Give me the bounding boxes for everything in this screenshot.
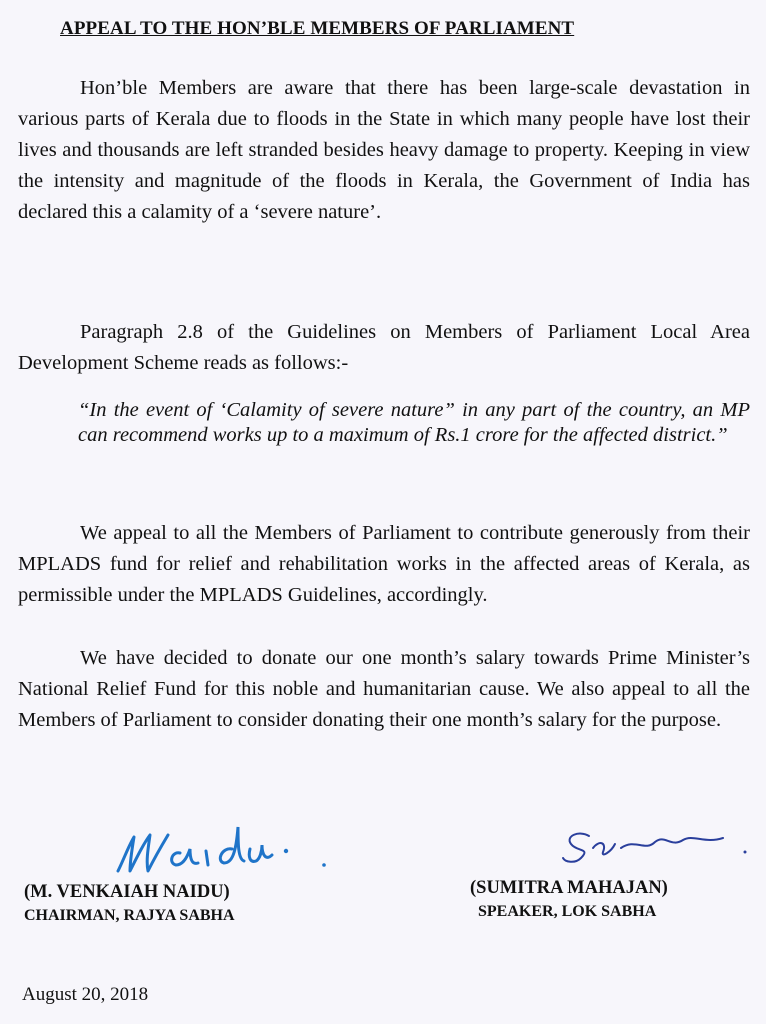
paragraph-salary-donation: We have decided to donate our one month’s salary towards Prime Minister’s National Relief Fund for this noble and humanitarian cause. We also appeal to all the Members of Parliament to consider donating their one month’s salary for the purpose. (18, 647, 750, 731)
signatory-left (24, 880, 235, 928)
signatory-title: SPEAKER, LOK SABHA (478, 903, 657, 920)
paragraph-guidelines-reference: Paragraph 2.8 of the Guidelines on Members of Parliament Local Area Development Scheme reads as follows:- (18, 321, 750, 374)
paragraph-mplads-appeal: We appeal to all the Members of Parliament to contribute generously from their MPLADS fund for relief and rehabilitation works in the affected areas of Kerala, as permissible under the MPLADS Guidelines, accordingly. (18, 522, 750, 606)
signatory-name: (M. VENKAIAH NAIDU) (24, 882, 230, 902)
document-date: August 20, 2018 (22, 984, 149, 1005)
document-title: APPEAL TO THE HON’BLE MEMBERS OF PARLIAMENT (60, 18, 575, 39)
signature-naidu (110, 815, 340, 885)
paragraph-flood-devastation: Hon’ble Members are aware that there has been large-scale devastation in various parts of Kerala due to floods in the State in which many people have lost their lives and thousands are left stranded besides heavy damage to property. Keeping in view the intensity and magnitude of the floods in Kerala, the Government of India has declared this a calamity of a ‘severe nature’. (18, 77, 750, 223)
signatory-right (470, 876, 668, 924)
signatory-title: CHAIRMAN, RAJYA SABHA (24, 907, 235, 924)
signatory-name: (SUMITRA MAHAJAN) (470, 878, 668, 898)
quoted-guideline: “In the event of ‘Calamity of severe nature” in any part of the country, an MP can recommend works up to a maximum of Rs.1 crore for the affected district.” (78, 399, 750, 446)
signature-mahajan (555, 822, 755, 872)
